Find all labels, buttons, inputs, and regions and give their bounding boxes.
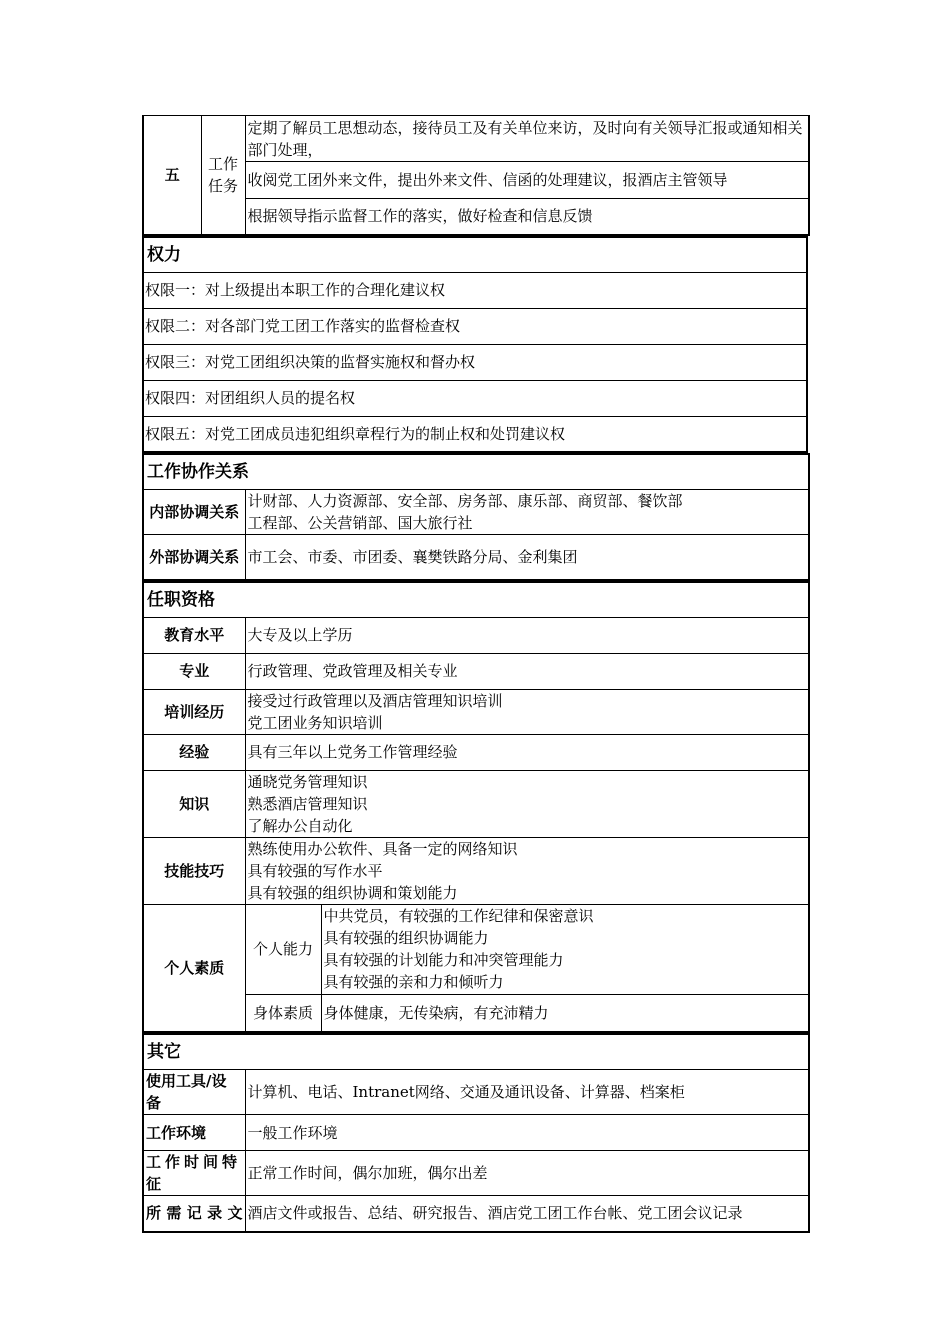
relations-table (142, 453, 810, 581)
tools-value: 计算机、电话、Intranet网络、交通及通讯设备、计算器、档案柜 (245, 1070, 809, 1115)
education-label: 教育水平 (143, 617, 245, 653)
other-table (142, 1033, 810, 1233)
education-value: 大专及以上学历 (245, 617, 809, 653)
training-line: 接受过行政管理以及酒店管理知识培训 (247, 691, 503, 710)
training-label: 培训经历 (143, 689, 245, 734)
time-label-line: 工作时间特 (146, 1153, 242, 1171)
tools-label (143, 1070, 245, 1115)
time-label (143, 1151, 245, 1196)
skills-value (245, 837, 809, 904)
records-value: 酒店文件或报告、总结、研究报告、酒店党工团工作台帐、党工团会议记录 (245, 1196, 809, 1232)
internal-relations-value (245, 490, 809, 535)
environment-label: 工作环境 (143, 1115, 245, 1151)
environment-value: 一般工作环境 (245, 1115, 809, 1151)
section-number: 五 (143, 116, 201, 235)
power-item: 权限五：对党工团成员违犯组织章程行为的制止权和处罚建议权 (143, 416, 807, 452)
section-heading-relations: 工作协作关系 (143, 454, 809, 490)
time-value: 正常工作时间，偶尔加班，偶尔出差 (245, 1151, 809, 1196)
external-relations-label-text: 外部协调关系 (149, 547, 240, 566)
section-heading-qualifications: 任职资格 (143, 582, 809, 618)
internal-relations-line: 计财部、人力资源部、安全部、房务部、康乐部、商贸部、餐饮部 (247, 492, 683, 510)
section-heading-other: 其它 (143, 1034, 809, 1070)
task-item: 定期了解员工思想动态，接待员工及有关单位来访，及时向有关领导汇报或通知相关部门处理， (245, 116, 809, 162)
experience-value: 具有三年以上党务工作管理经验 (245, 734, 809, 770)
power-item: 权限一：对上级提出本职工作的合理化建议权 (143, 272, 807, 308)
power-item: 权限二：对各部门党工团工作落实的监督检查权 (143, 308, 807, 344)
task-label (201, 116, 245, 235)
ability-line: 具有较强的计划能力和冲突管理能力 (323, 951, 564, 969)
ability-label: 个人能力 (245, 904, 321, 994)
experience-label: 经验 (143, 734, 245, 770)
time-label-line: 征 (146, 1175, 162, 1193)
skills-line: 熟练使用办公软件、具备一定的网络知识 (247, 839, 518, 858)
section-heading-powers: 权力 (143, 237, 807, 273)
task-item: 根据领导指示监督工作的落实，做好检查和信息反馈 (245, 199, 809, 235)
training-value (245, 689, 809, 734)
external-relations-label (143, 535, 245, 580)
physical-value: 身体健康，无传染病，有充沛精力 (321, 994, 809, 1032)
records-label: 所需记录文 (143, 1196, 245, 1232)
task-item: 收阅党工团外来文件，提出外来文件、信函的处理建议，报酒店主管领导 (245, 162, 809, 199)
tools-label-line: 备 (146, 1094, 162, 1112)
knowledge-label: 知识 (143, 770, 245, 837)
internal-relations-label-text: 内部协调关系 (149, 503, 240, 521)
task-table (142, 115, 810, 236)
major-value: 行政管理、党政管理及相关专业 (245, 653, 809, 689)
qualifications-table (142, 581, 810, 1034)
job-description-document (142, 115, 808, 1233)
skills-line: 具有较强的组织协调和策划能力 (247, 883, 458, 902)
powers-table (142, 236, 808, 454)
ability-value (321, 904, 809, 994)
quality-label: 个人素质 (143, 904, 245, 1032)
knowledge-line: 熟悉酒店管理知识 (247, 794, 368, 813)
internal-relations-label (143, 490, 245, 535)
power-item: 权限三：对党工团组织决策的监督实施权和督办权 (143, 344, 807, 380)
knowledge-value (245, 770, 809, 837)
major-label: 专业 (143, 653, 245, 689)
training-line: 党工团业务知识培训 (247, 713, 383, 732)
skills-line: 具有较强的写作水平 (247, 861, 383, 880)
knowledge-line: 通晓党务管理知识 (247, 772, 368, 791)
power-item: 权限四：对团组织人员的提名权 (143, 380, 807, 416)
ability-line: 中共党员，有较强的工作纪律和保密意识 (323, 907, 594, 925)
physical-label: 身体素质 (245, 994, 321, 1032)
task-label-text: 工作任务 (207, 154, 238, 195)
external-relations-value: 市工会、市委、市团委、襄樊铁路分局、金利集团 (245, 535, 809, 580)
ability-line: 具有较强的亲和力和倾听力 (323, 973, 504, 991)
internal-relations-line: 工程部、公关营销部、国大旅行社 (247, 514, 473, 532)
skills-label: 技能技巧 (143, 837, 245, 904)
ability-line: 具有较强的组织协调能力 (323, 929, 489, 947)
knowledge-line: 了解办公自动化 (247, 816, 353, 835)
tools-label-line: 使用工具/设 (146, 1072, 227, 1090)
